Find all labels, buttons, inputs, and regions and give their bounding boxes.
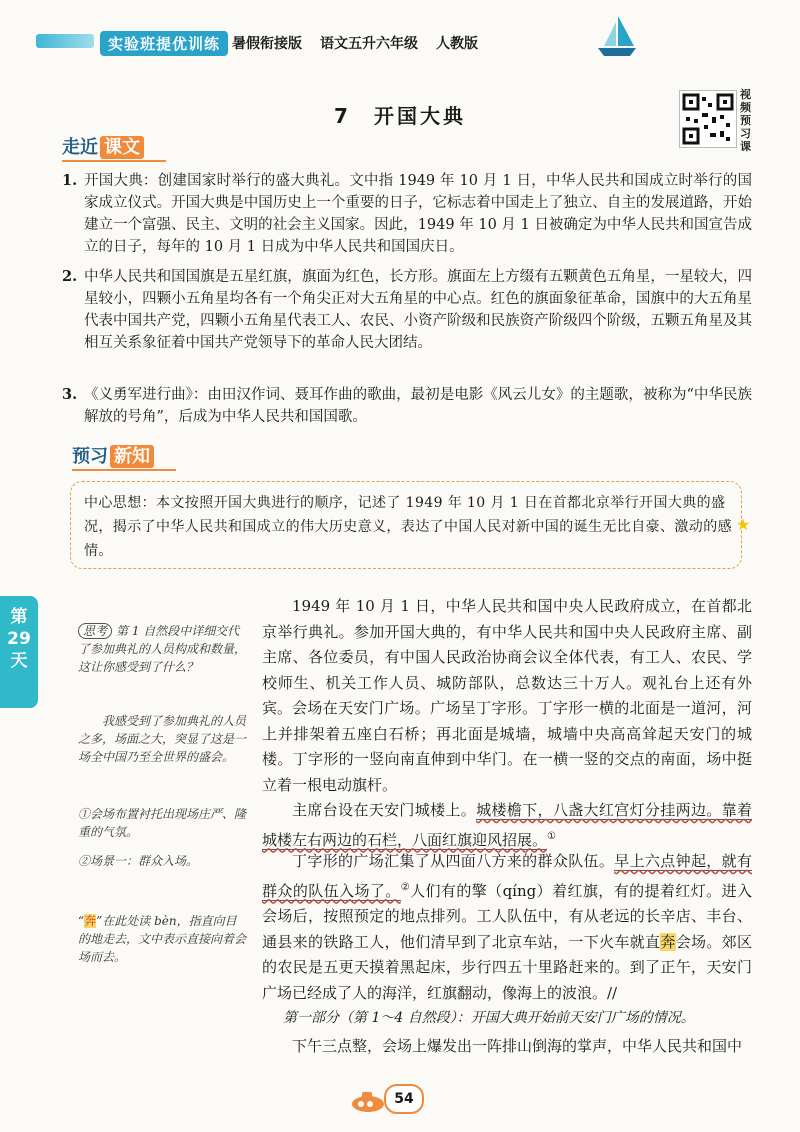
p4-text-a: 丁字形的广场汇集了从四面八方来的群众队伍。 — [292, 852, 615, 870]
intro-item-text: 《义勇军进行曲》：由田汉作词、聂耳作曲的歌曲，最初是电影《风云儿女》的主题歌，被称为“中华民族解放的号角”，后成为中华人民共和国国歌。 — [84, 387, 752, 425]
intro-item-text: 中华人民共和国国旗是五星红旗，旗面为红色，长方形。旗面左上方缀有五颗黄色五角星，一星较大，四星较小，四颗小五角星均各有一个角尖正对大五角星的中心点。红色的旗面象征革命，国旗中的大五角星代表中国共产党，四颗小五角星代表工人、农民、小资产阶级和民族资产阶级四个阶级，五颗五角星及其相互关系象征着中国共产党领导下的革命人民大团结。 — [84, 269, 752, 351]
header-brand: 实验班提优训练 — [100, 31, 228, 56]
main-paragraph-5: 下午三点整，会场上爆发出一阵排山倒海的掌声，中华人民共和国中 — [292, 1037, 743, 1055]
summary-text: 中心思想：本文按照开国大典进行的顺序，记述了 1949 年 10 月 1 日在首都北京举行开国大典的盛况，揭示了中华人民共和国成立的伟大历史意义，表达了中国人民对新中国的诞生无比自豪、激动的感情。 — [84, 495, 732, 559]
star-icon: ★ — [736, 515, 751, 534]
word-explanation: ”在此处读 bèn，指直向目的地走去，文中表示直接向着会场而去。 — [78, 914, 247, 964]
main-paragraph-4 — [262, 849, 752, 1006]
p4-highlight: 奔 — [660, 932, 676, 951]
word-open-quote: “ — [78, 914, 85, 928]
section-heading-part-a: 预习 — [72, 446, 108, 467]
p4-text-c: 人们有的擎（qíng）着红旗，有的提着红灯。进入会场后，按照预定的地点排列。工人队伍中，有从老远的长辛店、丰台、通县来的铁路工人，他们清早到了北京车站，一下火车就直 — [262, 881, 753, 951]
header-edition: 暑假衔接版 — [232, 36, 302, 52]
intro-item — [62, 170, 752, 258]
main-paragraph-1: 1949 年 10 月 1 日，中华人民共和国中央人民政府成立，在首都北京举行典礼。参加开国大典的，有中华人民共和国中央人民政府主席、副主席、各位委员，有中国人民政治协商会议全体代表，有工人、农民、学校师生、机关工作人员、城防部队，总数达三十万人。观礼台上还有外宾。 — [262, 597, 752, 717]
day-tab-line: 天 — [10, 651, 28, 671]
section-heading-part-b: 课文 — [100, 136, 144, 159]
section-heading-preview — [72, 442, 154, 468]
page-number: 54 — [384, 1084, 424, 1114]
section-heading-part-b: 新知 — [110, 445, 154, 468]
think-question: 第 1 自然段中详细交代了参加典礼的人员构成和数量，这让你感受到了什么？ — [78, 624, 247, 674]
header-stripe-decoration — [36, 34, 94, 48]
intro-item — [62, 266, 752, 354]
part-summary: 第一部分（第 1～4 自然段）：开国大典开始前天安门广场的情况。 — [283, 1010, 695, 1026]
section-heading-intro — [62, 133, 144, 159]
word-highlight: 奔 — [84, 914, 97, 928]
intro-item — [62, 384, 752, 428]
intro-item-number: 1. — [62, 172, 78, 189]
header-subject: 语文五升六年级 — [320, 36, 418, 52]
margin-note-comment-2: ②场景一：群众入场。 — [78, 854, 199, 868]
intro-item-text: 开国大典：创建国家时举行的盛大典礼。文中指 1949 年 10 月 1 日，中华人民共和国成立时举行的国家成立仪式。开国大典是中国历史上一个重要的日子，它标志着中国走上了独立、自主的发展道路，开始建立一个富强、民主、文明的社会主义国家。因此，1949 年 10 月 1 日被确定为中华人民共和国宣告成立的日子，每年的 10 月 1 日成为中华人民共和国国庆日。 — [84, 173, 752, 255]
qr-code-icon[interactable] — [679, 90, 737, 148]
main-paragraph-3 — [262, 798, 752, 853]
p4-footnote-mark: ② — [400, 881, 411, 893]
intro-item-number: 2. — [62, 268, 78, 285]
p3-text: 主席台设在天安门城楼上。 — [292, 801, 477, 819]
section-heading-part-a: 走近 — [62, 137, 98, 158]
day-tab — [0, 596, 38, 708]
lesson-title: 7 开国大典 — [334, 104, 466, 128]
think-tag: 思考 — [78, 623, 112, 639]
header-publisher: 人教版 — [436, 36, 478, 52]
p4-text-d: 会场。郊区的农民是五更天摸着黑起床，步行四五十里路赶来的。到了正午，天安门广场已经成了人的海洋，红旗翻动，像海上的波浪。// — [262, 932, 752, 1002]
margin-note-word — [78, 912, 246, 966]
day-tab-line: 第 — [10, 607, 28, 627]
margin-note-answer: 我感受到了参加典礼的人员之多，场面之大，突显了这是一场全中国乃至全世界的盛会。 — [78, 714, 247, 764]
qr-label: 视频预习课 — [740, 88, 751, 153]
p3-footnote-mark: ① — [547, 830, 556, 842]
intro-item-number: 3. — [62, 386, 78, 403]
sailboat-icon — [592, 12, 642, 62]
day-tab-line: 29 — [7, 629, 31, 649]
submarine-icon — [348, 1088, 388, 1116]
p3-underlined: 城楼檐下，八盏大红宫灯分挂两边。靠着城楼左右两边的石栏，八面红旗迎风招展。 — [262, 801, 752, 849]
p4-underlined: 早上六点钟起，就有群众的队伍入场了。 — [262, 852, 752, 900]
main-paragraph-2: 会场在天安门广场。广场呈丁字形。丁字形一横的北面是一道河，河上并排架着五座白石桥；再北面是城墙，城墙中央高高耸起天安门的城楼。丁字形的一竖向南直伸到中华门。在一横一竖的交点的南面，场中挺立着一根电动旗杆。 — [262, 699, 752, 794]
margin-note-comment-1: ①会场布置衬托出现场庄严、隆重的气氛。 — [78, 807, 247, 839]
margin-note-question — [78, 622, 246, 676]
section-underline — [72, 469, 176, 471]
section-underline — [62, 160, 166, 162]
